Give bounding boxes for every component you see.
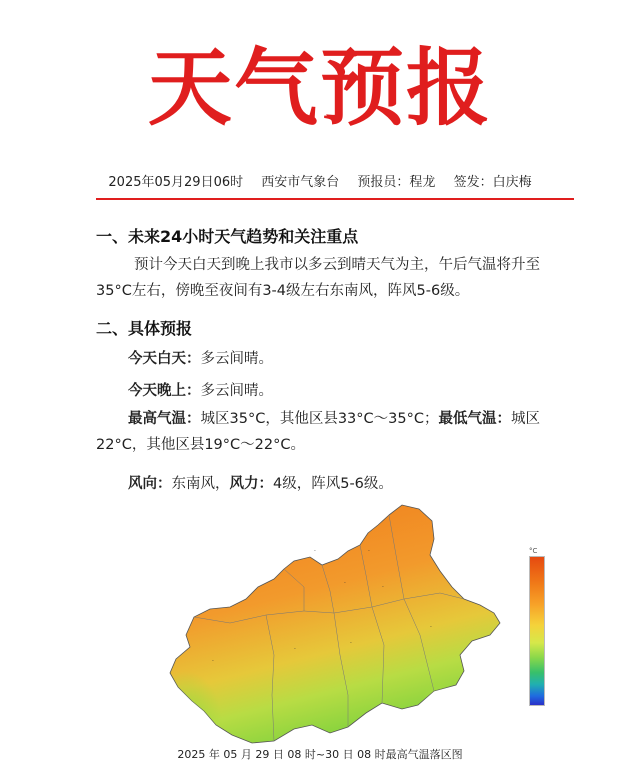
legend-unit: °C — [529, 547, 538, 555]
night-value: 多云间晴。 — [200, 383, 273, 399]
min-temp-value: 城区22°C，其他区县19°C～22°C。 — [96, 411, 540, 453]
daytime-value: 多云间晴。 — [200, 351, 273, 367]
temperature-map — [134, 495, 574, 745]
section1-paragraph: 预计今天白天到晚上我市以多云到晴天气为主，午后气温将升至35°C左右，傍晚至夜间有3-4级左右东南风，阵风5-6级。 — [96, 257, 540, 299]
map-label: · — [350, 640, 352, 647]
map-label: · — [382, 584, 384, 591]
map-label: · — [294, 646, 296, 653]
cool-zone-west — [170, 599, 274, 743]
approver: 签发：白庆梅 — [453, 175, 532, 190]
max-temp-label: 最高气温： — [128, 411, 201, 427]
section1-heading: 一、未来24小时天气趋势和关注重点 — [96, 227, 359, 246]
daytime-forecast — [128, 347, 273, 368]
map-label: · — [314, 548, 316, 555]
wind-direction-label: 风向： — [128, 476, 172, 492]
wind-direction-value: 东南风， — [171, 476, 230, 492]
map-caption: 2025 年 05 月 29 日 08 时~30 日 08 时最高气温落区图 — [177, 748, 463, 761]
daytime-label: 今天白天： — [128, 351, 201, 367]
wind-force-label: 风力： — [229, 476, 273, 492]
min-temp-label: 最低气温： — [438, 411, 511, 427]
temperature-forecast — [96, 406, 544, 458]
map-label: · — [212, 658, 214, 665]
wind-forecast — [128, 472, 393, 493]
issue-date: 2025年05月29日06时 — [108, 175, 244, 190]
night-label: 今天晚上： — [128, 383, 201, 399]
max-temp-value: 城区35°C，其他区县33°C～35°C； — [200, 411, 439, 427]
forecaster: 预报员：程龙 — [357, 175, 436, 190]
temperature-legend — [529, 556, 545, 706]
issuing-agency: 西安市气象台 — [261, 175, 340, 190]
temperature-map-graphic — [134, 495, 574, 745]
page-title: 天气预报 — [147, 39, 492, 137]
map-label: · — [430, 624, 432, 631]
night-forecast — [128, 379, 273, 400]
map-label: · — [368, 548, 370, 555]
title-divider — [96, 198, 574, 200]
section2-heading: 二、具体预报 — [96, 319, 193, 338]
issue-info — [0, 171, 640, 190]
map-label: · — [344, 580, 346, 587]
wind-force-value: 4级，阵风5-6级。 — [273, 476, 393, 492]
